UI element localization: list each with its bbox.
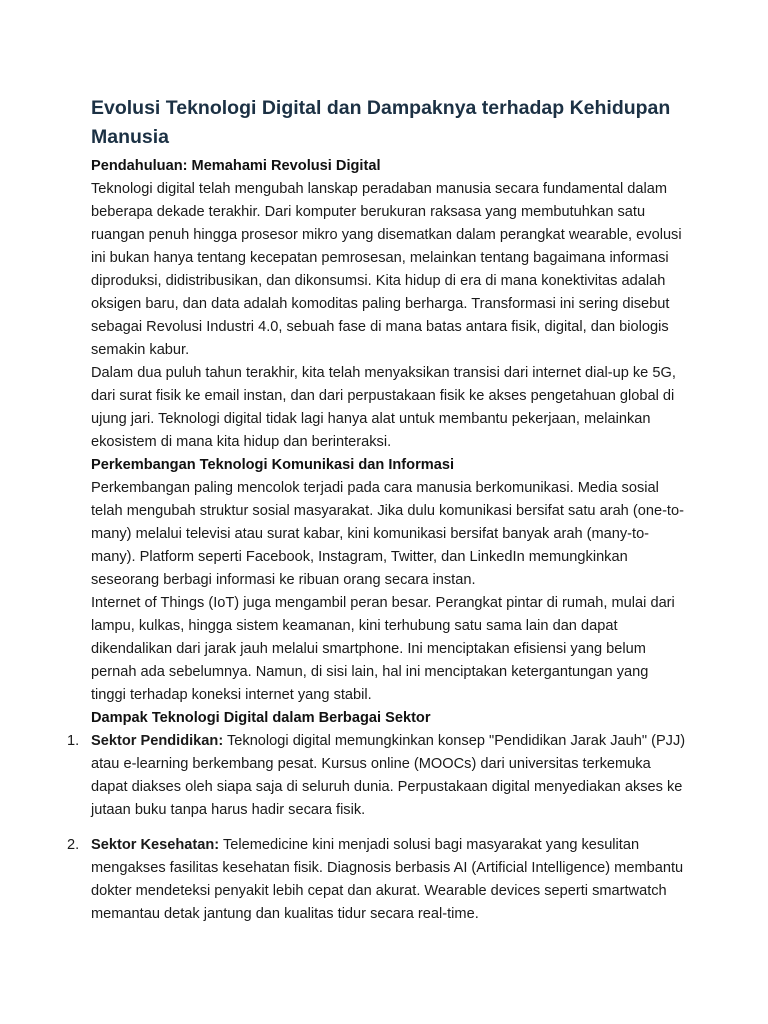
paragraph: Perkembangan paling mencolok terjadi pada cara manusia berkomunikasi. Media sosial telah mengubah struktur sosial masyarakat. Jika dulu komunikasi bersifat satu arah (one-to-many) melalui televisi atau surat kabar, kini komunikasi bersifat banyak arah (many-to-many). Platform seperti Facebook, Instagram, Twitter, dan LinkedIn memungkinkan seseorang berbagi informasi ke ribuan orang secara instan. [91, 480, 684, 588]
list-item-lead: Sektor Kesehatan: [91, 837, 220, 853]
list-number: 2. [67, 837, 80, 853]
paragraph: Dalam dua puluh tahun terakhir, kita telah menyaksikan transisi dari internet dial-up ke 5G, dari surat fisik ke email instan, dan dari perpustakaan fisik ke akses pengetahuan global di ujung jari. Teknologi digital tidak lagi hanya alat untuk membantu pekerjaan, melainkan ekosistem di mana kita hidup dan berinteraksi. [91, 365, 676, 450]
list-item [67, 730, 686, 822]
list-number: 1. [67, 733, 80, 749]
list-item [67, 834, 686, 926]
list-item-text: Telemedicine kini menjadi solusi bagi masyarakat yang kesulitan mengakses fasilitas kesehatan fisik. Diagnosis berbasis AI (Artificial Intelligence) membantu dokter mendeteksi penyakit lebih cepat dan akurat. Wearable devices seperti smartwatch memantau detak jantung dan kualitas tidur secara real-time. [91, 837, 684, 922]
document-title: Evolusi Teknologi Digital dan Dampaknya terhadap Kehidupan Manusia [91, 97, 671, 148]
document-body [67, 94, 686, 926]
paragraph: Internet of Things (IoT) juga mengambil peran besar. Perangkat pintar di rumah, mulai dari lampu, kulkas, hingga sistem keamanan, kini terhubung satu sama lain dan dapat dikendalikan dari jarak jauh melalui smartphone. Ini menciptakan efisiensi yang belum pernah ada sebelumnya. Namun, di sisi lain, hal ini menciptakan ketergantungan yang tinggi terhadap koneksi internet yang stabil. [91, 595, 675, 703]
impact-list [67, 730, 686, 926]
section-heading-introduction: Pendahuluan: Memahami Revolusi Digital [91, 158, 381, 174]
list-item-lead: Sektor Pendidikan: [91, 733, 224, 749]
paragraph: Teknologi digital telah mengubah lanskap peradaban manusia secara fundamental dalam beberapa dekade terakhir. Dari komputer berukuran raksasa yang membutuhkan satu ruangan penuh hingga prosesor mikro yang disematkan dalam perangkat wearable, evolusi ini bukan hanya tentang kecepatan pemrosesan, melainkan tentang bagaimana informasi diproduksi, didistribusikan, dan dikonsumsi. Kita hidup di era di mana konektivitas adalah oksigen baru, dan data adalah komoditas paling berharga. Transformasi ini sering disebut sebagai Revolusi Industri 4.0, sebuah fase di mana batas antara fisik, digital, dan biologis semakin kabur. [91, 181, 682, 358]
section-heading-communication: Perkembangan Teknologi Komunikasi dan Informasi [91, 457, 455, 473]
section-heading-impact: Dampak Teknologi Digital dalam Berbagai Sektor [91, 710, 431, 726]
list-item-text: Teknologi digital memungkinkan konsep "Pendidikan Jarak Jauh" (PJJ) atau e-learning berkembang pesat. Kursus online (MOOCs) dari universitas terkemuka dapat diakses oleh siapa saja di seluruh dunia. Perpustakaan digital menyediakan akses ke jutaan buku tanpa harus hadir secara fisik. [91, 733, 686, 818]
